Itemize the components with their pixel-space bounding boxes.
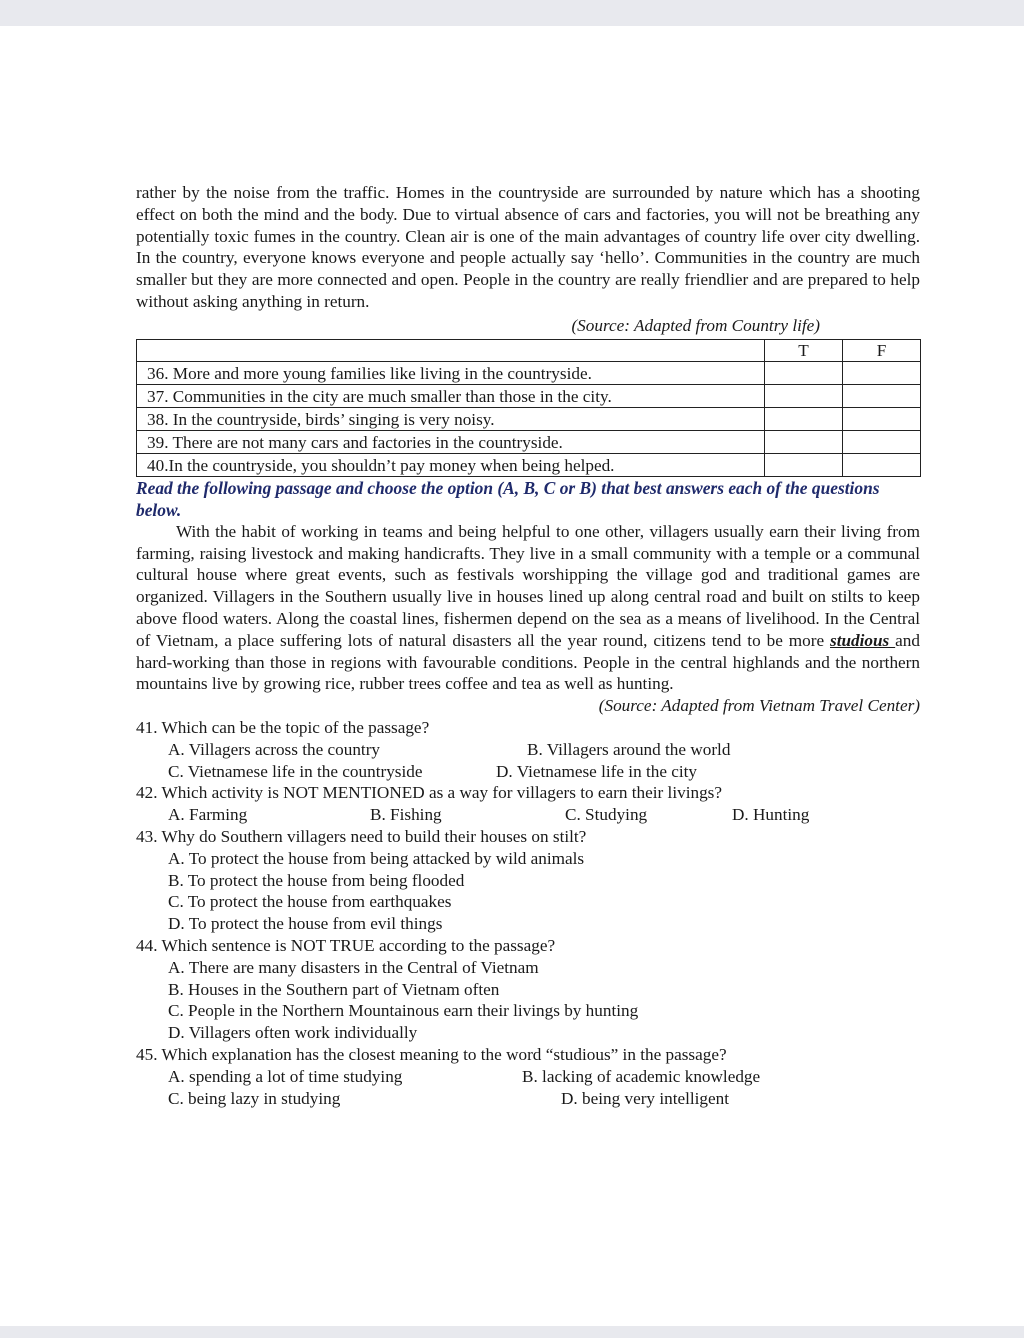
- option-43-d[interactable]: D. To protect the house from evil things: [168, 914, 443, 934]
- options-row: [136, 761, 920, 783]
- answer-f-cell[interactable]: [843, 453, 921, 476]
- passage-text-before: With the habit of working in teams and being helpful to one other, villagers usually earn their living from farming, raising livestock and making handicrafts. They live in a small community with a temple or a communal cultural house where great events, such as festivals worshipping the village god and traditional games are organized. Villagers in the Southern usually live in houses lined up along central road and built on stilts to keep above flood waters. Along the coastal lines, fishermen depend on the sea as a means of livelihood. In the Central of Vietnam, a place suffering lots of natural disasters all the year round, citizens tend to be more: [136, 521, 920, 650]
- table-row: [137, 453, 921, 476]
- true-header: T: [765, 339, 843, 361]
- source-country-life: (Source: Adapted from Country life): [571, 315, 820, 335]
- statement-39: 39. There are not many cars and factories in the countryside.: [137, 430, 765, 453]
- option-43-b[interactable]: B. To protect the house from being flooded: [168, 870, 465, 890]
- option-43-c[interactable]: C. To protect the house from earthquakes: [168, 892, 452, 912]
- statement-38: 38. In the countryside, birds’ singing is very noisy.: [137, 407, 765, 430]
- statement-36: 36. More and more young families like living in the countryside.: [137, 361, 765, 384]
- source-vietnam-travel: (Source: Adapted from Vietnam Travel Center): [598, 696, 920, 716]
- answer-t-cell[interactable]: [765, 407, 843, 430]
- reading-instruction: Read the following passage and choose the option (A, B, C or B) that best answers each of the questions below.: [136, 477, 880, 520]
- false-header: F: [843, 339, 921, 361]
- question-42: 42. Which activity is NOT MENTIONED as a way for villagers to earn their livings?: [136, 783, 722, 803]
- options-row: [136, 1066, 920, 1088]
- options-row: [136, 1088, 920, 1110]
- option-44-d[interactable]: D. Villagers often work individually: [168, 1023, 418, 1043]
- passage-country-life: rather by the noise from the traffic. Homes in the countryside are surrounded by nature which has a shooting effect on both the mind and the body. Due to virtual absence of cars and factories, you will not be breathing any potentially toxic fumes in the country. Clean air is one of the main advantages of country life over city dwelling. In the country, everyone knows everyone and people actually say ‘hello’. Communities in the country are much smaller but they are more connected and open. People in the country are really friendlier and are prepared to help without asking anything in return.: [136, 183, 920, 311]
- table-row: [137, 407, 921, 430]
- option-44-c[interactable]: C. People in the Northern Mountainous earn their livings by hunting: [168, 1001, 639, 1021]
- answer-t-cell[interactable]: [765, 453, 843, 476]
- option-41-a[interactable]: A. Villagers across the country: [168, 739, 381, 759]
- table-row: [137, 430, 921, 453]
- document-page: [0, 26, 1024, 1326]
- option-41-c[interactable]: C. Vietnamese life in the countryside: [168, 761, 423, 781]
- option-43-a[interactable]: A. To protect the house from being attacked by wild animals: [168, 848, 585, 868]
- true-false-table: [136, 339, 921, 477]
- statement-header-cell: [137, 339, 765, 361]
- option-41-d[interactable]: D. Vietnamese life in the city: [496, 761, 698, 781]
- question-44: 44. Which sentence is NOT TRUE according to the passage?: [136, 935, 556, 955]
- page-content: [136, 182, 920, 1109]
- option-44-b[interactable]: B. Houses in the Southern part of Vietnam often: [168, 979, 500, 999]
- answer-t-cell[interactable]: [765, 430, 843, 453]
- options-row: [136, 804, 920, 826]
- passage-text-after: and hard-working than those in regions with favourable conditions. People in the central highlands and the northern mountains live by growing rice, rubber trees coffee and tea as well as hunting.: [136, 630, 920, 694]
- answer-f-cell[interactable]: [843, 430, 921, 453]
- passage-vietnam-villagers: [136, 521, 920, 695]
- answer-f-cell[interactable]: [843, 361, 921, 384]
- question-43: 43. Why do Southern villagers need to build their houses on stilt?: [136, 826, 587, 846]
- question-41: 41. Which can be the topic of the passage?: [136, 717, 430, 737]
- table-header-row: [137, 339, 921, 361]
- question-45: 45. Which explanation has the closest meaning to the word “studious” in the passage?: [136, 1044, 727, 1064]
- statement-40: 40.In the countryside, you shouldn’t pay money when being helped.: [137, 453, 765, 476]
- option-42-a[interactable]: A. Farming: [168, 805, 248, 825]
- table-row: [137, 361, 921, 384]
- option-45-d[interactable]: D. being very intelligent: [561, 1088, 730, 1108]
- statement-37: 37. Communities in the city are much smaller than those in the city.: [137, 384, 765, 407]
- option-42-c[interactable]: C. Studying: [565, 805, 648, 825]
- option-42-b[interactable]: B. Fishing: [370, 805, 442, 825]
- table-row: [137, 384, 921, 407]
- question-list: [136, 717, 920, 1109]
- keyword-studious: studious: [830, 630, 896, 650]
- answer-f-cell[interactable]: [843, 384, 921, 407]
- option-45-a[interactable]: A. spending a lot of time studying: [168, 1066, 403, 1086]
- option-44-a[interactable]: A. There are many disasters in the Central of Vietnam: [168, 957, 539, 977]
- option-42-d[interactable]: D. Hunting: [732, 805, 810, 825]
- answer-t-cell[interactable]: [765, 384, 843, 407]
- answer-f-cell[interactable]: [843, 407, 921, 430]
- options-row: [136, 739, 920, 761]
- option-41-b[interactable]: B. Villagers around the world: [527, 739, 731, 759]
- option-45-c[interactable]: C. being lazy in studying: [168, 1088, 341, 1108]
- answer-t-cell[interactable]: [765, 361, 843, 384]
- option-45-b[interactable]: B. lacking of academic knowledge: [522, 1066, 761, 1086]
